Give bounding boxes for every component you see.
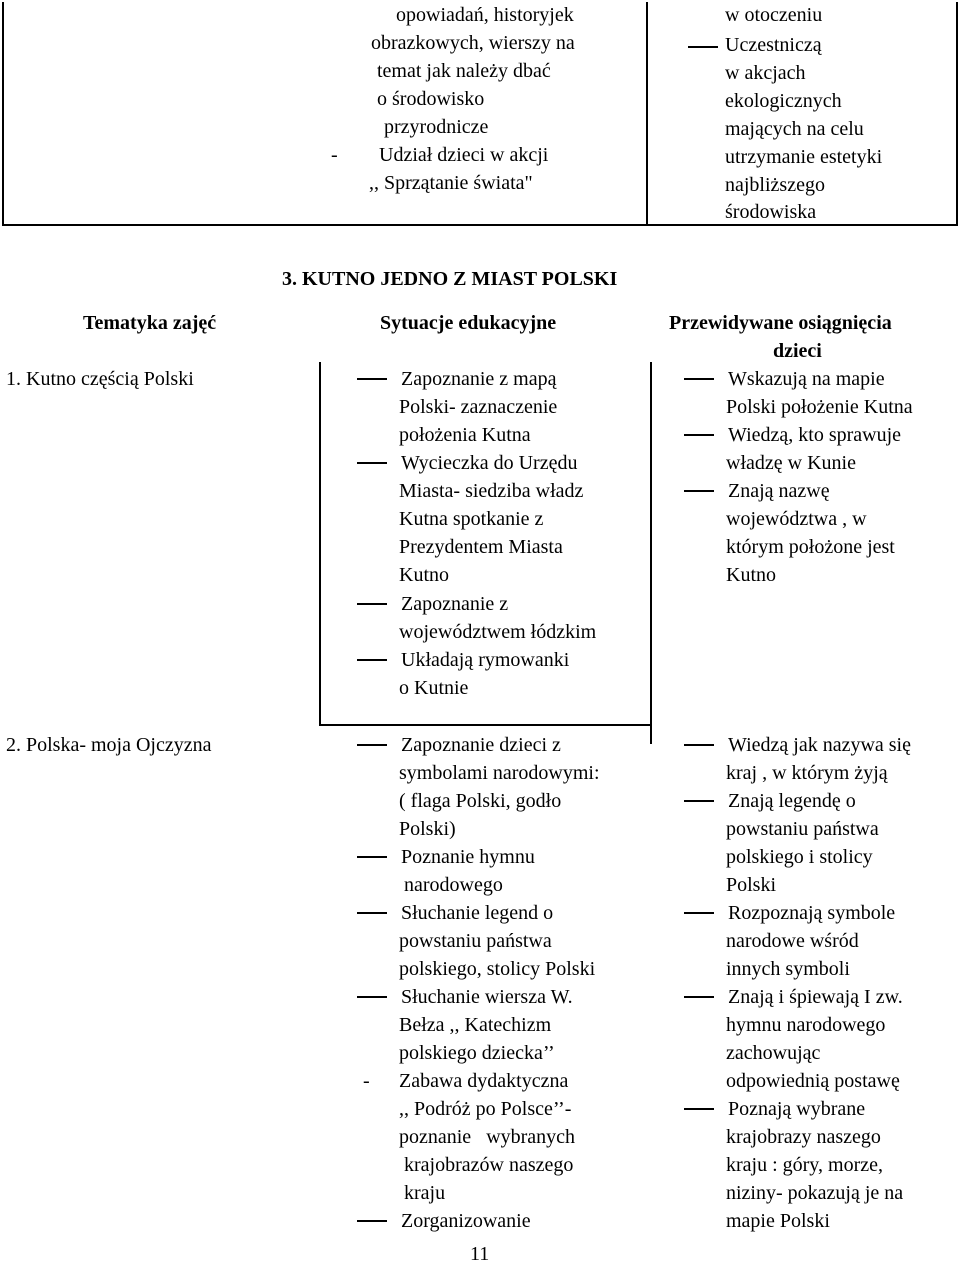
dash-bullet-icon [357,378,387,380]
text-line: odpowiednią postawę [726,1070,900,1092]
header-topic: Tematyka zajęć [83,312,217,334]
text-line: w akcjach [725,62,806,84]
dash-bullet-icon [684,378,714,380]
list-item [357,1068,568,1096]
dash-bullet-icon [357,912,387,914]
list-item [684,1096,865,1124]
text-line: polskiego dziecka’’ [399,1042,555,1064]
text-line: niziny- pokazują je na [726,1182,904,1204]
text-line: kraju : góry, morze, [726,1154,883,1176]
page-number: 11 [470,1243,490,1265]
text-line: władzę w Kunie [726,452,856,474]
text-line: przyrodnicze [384,116,489,138]
item-text: Poznają wybrane [728,1098,866,1120]
item-text: Zapoznanie z [401,593,509,615]
text-line: województwa , w [726,508,867,530]
dash-bullet-icon [684,1108,714,1110]
text-line: ,, Podróż po Polsce’’- [399,1098,572,1120]
hyphen-marker: - [363,1070,370,1092]
item-text: Zorganizowanie [401,1210,531,1232]
dash-bullet-icon [357,996,387,998]
dash-bullet-icon [688,46,718,48]
text-line: Prezydentem Miasta [399,536,563,558]
list-item [357,1208,531,1236]
table-border [956,2,958,226]
text-line: najbliższego [725,174,825,196]
text-line: krajobrazów naszego [399,1154,574,1176]
text-line: Polski) [399,818,456,840]
list-item [684,366,885,394]
section-title: 3. KUTNO JEDNO Z MIAST POLSKI [282,268,618,290]
item-text: Zapoznanie dzieci z [401,734,561,756]
header-achievements-line2: dzieci [773,340,822,362]
text-line: narodowe wśród [726,930,859,952]
text-line: Polski- zaznaczenie [399,396,558,418]
dash-bullet-icon [684,744,714,746]
list-item [357,844,535,872]
text-line: Udział dzieci w akcji [379,144,549,166]
text-line: Polski położenie Kutna [726,396,913,418]
list-item [357,366,556,394]
list-item [684,422,901,450]
item-text: Wiedzą, kto sprawuje [728,424,902,446]
header-situations: Sytuacje edukacyjne [380,312,557,334]
dash-bullet-icon [357,856,387,858]
text-line: symbolami narodowymi: [399,762,600,784]
item-text: Poznanie hymnu [401,846,535,868]
text-line: temat jak należy dbać [377,60,551,82]
text-line: Kutna spotkanie z [399,508,544,530]
dash-bullet-icon [357,744,387,746]
dash-bullet-icon [684,434,714,436]
list-item [357,732,561,760]
text-line: polskiego, stolicy Polski [399,958,596,980]
text-line: Kutno [726,564,776,586]
text-line: narodowego [399,874,503,896]
text-line: Polski [726,874,777,896]
list-item [684,788,856,816]
text-line: którym położone jest [726,536,895,558]
item-text: Układają rymowanki [401,649,570,671]
list-item [684,478,830,506]
text-line: ,, Sprzątanie świata" [369,172,533,194]
header-achievements: Przewidywane osiągnięcia [669,312,892,334]
dash-bullet-icon [357,1220,387,1222]
text-line: o Kutnie [399,677,469,699]
text-line: innych symboli [726,958,850,980]
text-line: ekologicznych [725,90,842,112]
dash-bullet-icon [684,912,714,914]
text-line: poznanie wybranych [399,1126,576,1148]
text-line: w otoczeniu [725,4,823,26]
list-item [357,984,573,1012]
row-topic: 1. Kutno częścią Polski [6,368,194,390]
dash-bullet-icon [684,800,714,802]
text-line: ( flaga Polski, godło [399,790,562,812]
item-text: Znają nazwę [728,480,830,502]
item-text: Wskazują na mapie [728,368,885,390]
dash-bullet-icon [357,603,387,605]
item-text: Znają i śpiewają I zw. [728,986,903,1008]
text-line: Miasta- siedziba władz [399,480,584,502]
text-line: mających na celu [725,118,864,140]
text-line: polskiego i stolicy [726,846,873,868]
text-line: o środowisko [377,88,485,110]
text-line: powstaniu państwa [399,930,552,952]
list-item [357,450,577,478]
list-item [357,647,569,675]
text-line: Bełza ,, Katechizm [399,1014,552,1036]
table-border [650,362,652,726]
text-line: utrzymanie estetyki [725,146,883,168]
table-border [319,362,321,726]
text-line: kraju [399,1182,446,1204]
list-item [357,591,508,619]
text-line: środowiska [725,201,817,223]
table-border [2,2,4,226]
list-item [684,732,911,760]
dash-bullet-icon [357,659,387,661]
item-text: Znają legendę o [728,790,856,812]
row-topic: 2. Polska- moja Ojczyzna [6,734,212,756]
list-item [684,984,903,1012]
item-text: Wycieczka do Urzędu [401,452,578,474]
item-text: Zapoznanie z mapą [401,368,557,390]
list-item [684,900,895,928]
text-line: Uczestniczą [725,34,822,56]
item-text: Słuchanie wiersza W. [401,986,573,1008]
text-line: opowiadań, historyjek [396,4,574,26]
text-line: Kutno [399,564,449,586]
list-item [357,900,553,928]
text-line: kraj , w którym żyją [726,762,888,784]
table-border [646,2,648,226]
item-text: Wiedzą jak nazywa się [728,734,911,756]
text-line: województwem łódzkim [399,621,597,643]
hyphen-marker: - [331,144,338,166]
text-line: mapie Polski [726,1210,830,1232]
dash-bullet-icon [357,462,387,464]
dash-bullet-icon [684,996,714,998]
item-text: Słuchanie legend o [401,902,554,924]
table-border [650,724,652,744]
text-line: położenia Kutna [399,424,531,446]
item-text: Zabawa dydaktyczna [399,1070,569,1092]
text-line: zachowując [726,1042,821,1064]
text-line: krajobrazy naszego [726,1126,881,1148]
dash-bullet-icon [684,490,714,492]
text-line: obrazkowych, wierszy na [371,32,575,54]
table-border [319,724,652,726]
text-line: hymnu narodowego [726,1014,886,1036]
text-line: powstaniu państwa [726,818,879,840]
item-text: Rozpoznają symbole [728,902,896,924]
